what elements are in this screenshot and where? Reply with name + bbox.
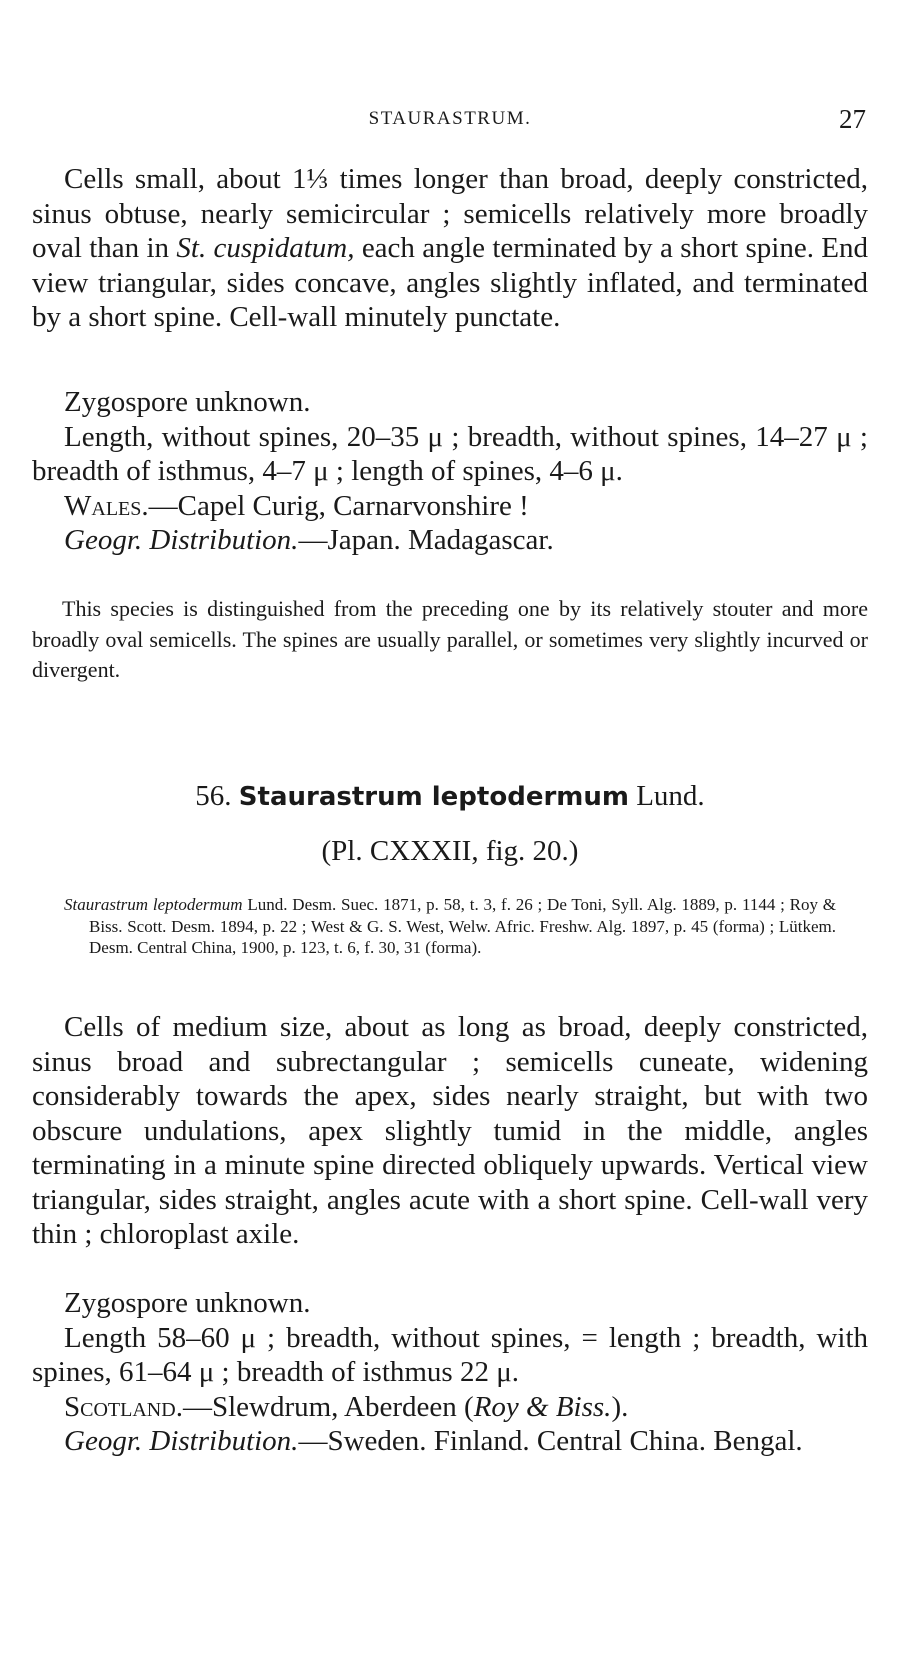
species-locality: Scotland.—Slewdrum, Aberdeen (Roy & Biss.). [64, 1390, 629, 1423]
previous-zygospore: Zygospore unknown. [64, 386, 311, 418]
previous-locality: Wales.—Capel Curig, Carnarvonshire ! [64, 489, 529, 522]
previous-distribution: Geogr. Distribution.—Japan. Madagascar. [64, 524, 554, 556]
previous-species-description-block [32, 162, 868, 335]
previous-species-details [32, 385, 868, 558]
species-name: Staurastrum leptodermum [238, 782, 629, 812]
plate-reference: (Pl. CXXXII, fig. 20.) [321, 835, 579, 867]
page-header [32, 104, 868, 138]
previous-species-note: This species is distinguished from the preceding one by its relatively stouter and more broadly oval semicells. The spines are usually parallel, or sometimes very slightly incurved or divergent. [32, 596, 868, 682]
bibliographic-references: Staurastrum leptodermum Lund. Desm. Suec. 1871, p. 58, t. 3, f. 26 ; De Toni, Syll. Alg. 1889, p. 1144 ; Roy & Biss. Scott. Desm. 1894, p. 22 ; West & G. S. West, Welw. Afric. Freshw. Alg. 1897, p. 45 (forma) ; Lütkem. Desm. Central China, 1900, p. 123, t. 6, f. 30, 31 (forma). [64, 895, 836, 957]
running-head: STAURASTRUM. [368, 108, 532, 129]
species-distribution: Geogr. Distribution.—Sweden. Finland. Central China. Bengal. [64, 1425, 803, 1457]
species-details [32, 1286, 868, 1459]
species-authority: Lund. [636, 780, 705, 812]
species-zygospore: Zygospore unknown. [64, 1287, 311, 1319]
species-heading [32, 780, 868, 813]
previous-measurements: Length, without spines, 20–35 μ ; breadth, without spines, 14–27 μ ; breadth of isthmus, 4–7 μ ; length of spines, 4–6 μ. [32, 420, 868, 487]
species-description-block [32, 1010, 868, 1252]
page-number: 27 [839, 104, 866, 134]
species-description: Cells of medium size, about as long as broad, deeply constricted, sinus broad and subrectangular ; semicells cuneate, widening considerably towards the apex, sides nearly straight, but with two obscure undulations, apex slightly tumid in the middle, angles terminating in a minute spine directed obliquely upwards. Vertical view triangular, sides straight, angles acute with a short spine. Cell-wall very thin ; chloroplast axile. [32, 1011, 868, 1250]
species-measurements: Length 58–60 μ ; breadth, without spines, = length ; breadth, with spines, 61–64 μ ; breadth of isthmus 22 μ. [32, 1321, 868, 1388]
species-number: 56. [195, 780, 232, 812]
previous-species-description: Cells small, about 1⅓ times longer than broad, deeply constricted, sinus obtuse, nearly semicircular ; semicells relatively more broadly oval than in St. cuspidatum, each angle terminated by a short spine. End view triangular, sides concave, angles slightly inflated, and terminated by a short spine. Cell-wall minutely punctate. [32, 163, 869, 333]
